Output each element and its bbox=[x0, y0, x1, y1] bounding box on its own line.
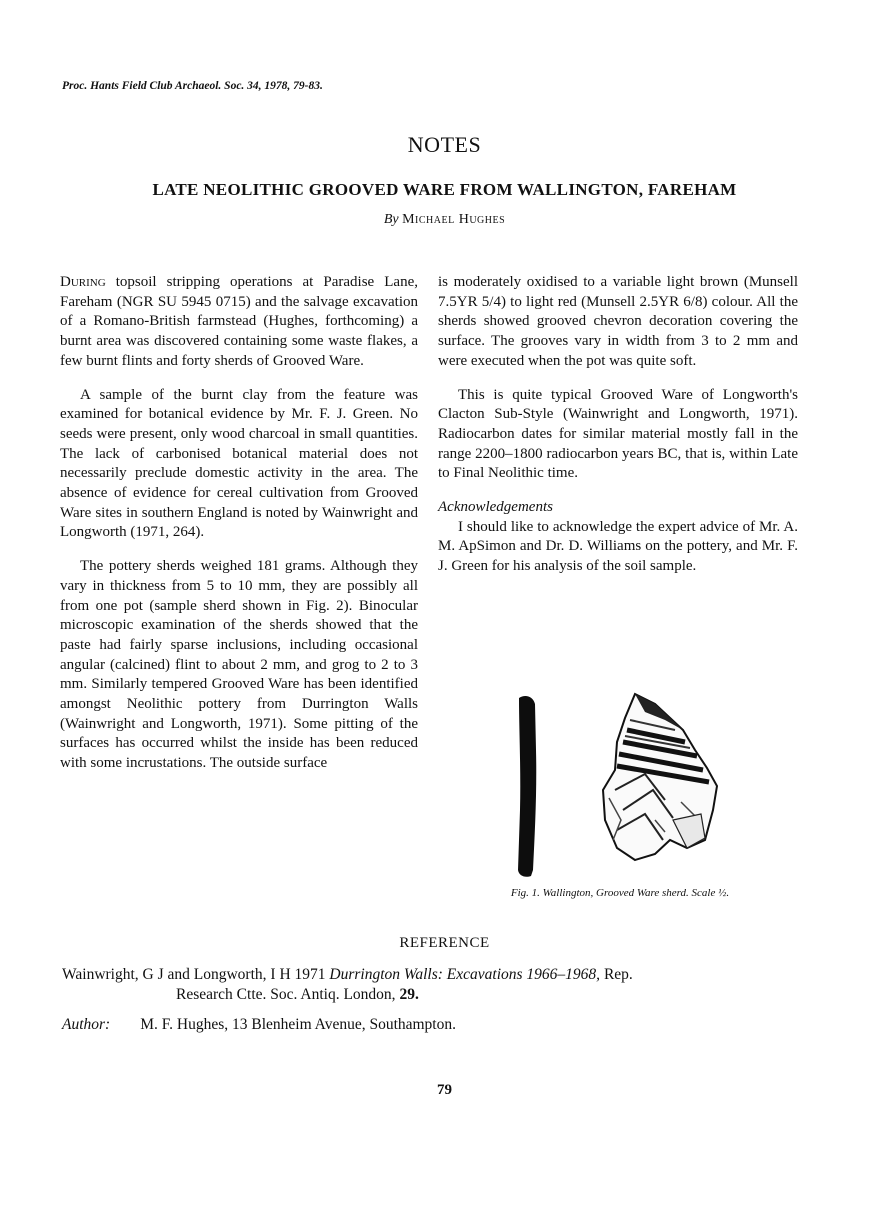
section-heading: NOTES bbox=[407, 132, 482, 157]
sherd-profile bbox=[518, 696, 536, 877]
author-label: Author: bbox=[62, 1016, 111, 1033]
paragraph-4: is moderately oxidised to a variable light brown (Munsell 7.5YR 5/4) to light red (Munsell 2.5YR 6/8) colour. All the sherds showed grooved chevron decoration covering the surface. The grooves vary in width from 3 to 2 mm and were executed when the pot was quite soft. bbox=[438, 274, 798, 369]
figure-caption: Fig. 1. Wallington, Grooved Ware sherd. Scale ½. bbox=[510, 887, 730, 899]
paragraph-6: I should like to acknowledge the expert advice of Mr. A. M. ApSimon and Dr. D. Williams on the pottery, and Mr. F. J. Green for his analysis of the soil sample. bbox=[438, 518, 798, 575]
paragraph-3: The pottery sherds weighed 181 grams. Although they vary in thickness from 5 to 10 mm, they are possibly all from one pot (sample sherd shown in Fig. 2). Binocular microscopic examination of the sherds showed that the paste had fairly sparse inclusions, including occasional angular (calcined) flint to about 2 mm, and grog to 2 to 3 mm. Similarly tempered Grooved Ware has been identified amongst Neolithic pottery from Durrington Walls (Wainwright and Longworth, 1971). Some pitting of the surfaces has occurred whilst the inside has been reduced with some incrustations. The outside surface bbox=[60, 558, 418, 772]
reference-line-2 bbox=[62, 985, 802, 1005]
article-title: LATE NEOLITHIC GROOVED WARE FROM WALLINGTON, FAREHAM bbox=[152, 180, 737, 199]
acknowledgements-heading: Acknowledgements bbox=[438, 499, 553, 516]
reference-title: Durrington Walls: Excavations 1966–1968, bbox=[329, 966, 601, 983]
paragraph-1 bbox=[60, 273, 418, 372]
reference-authors: Wainwright, G J and Longworth, I H 1971 bbox=[62, 966, 330, 983]
byline-by: By bbox=[383, 212, 399, 227]
reference-entry bbox=[62, 965, 802, 1005]
byline bbox=[0, 212, 889, 228]
reference-heading: REFERENCE bbox=[399, 935, 490, 951]
right-column bbox=[438, 273, 798, 591]
paragraph-1-text: topsoil stripping operations at Paradise Lane, Fareham (NGR SU 5945 0715) and the salvage excavation of a Romano-British farmstead (Hughes, forthcoming) a burnt area was discovered containing some waste flakes, a few burnt flints and forty sherds of Grooved Ware. bbox=[60, 274, 418, 369]
page-number: 79 bbox=[437, 1082, 452, 1098]
author-address bbox=[62, 1016, 456, 1034]
left-column bbox=[60, 273, 418, 788]
author-address-text: M. F. Hughes, 13 Blenheim Avenue, Southampton. bbox=[140, 1016, 456, 1033]
paragraph-5: This is quite typical Grooved Ware of Longworth's Clacton Sub-Style (Wainwright and Longworth, 1971). Radiocarbon dates for similar material mostly fall in the range 2200–1800 radiocarbon years BC, that is, within Late to Final Neolithic time. bbox=[438, 386, 798, 482]
reference-publisher: Research Ctte. Soc. Antiq. London, bbox=[176, 986, 400, 1003]
sherd-face bbox=[603, 694, 717, 860]
reference-series: Rep. bbox=[600, 966, 633, 983]
paragraph-1-lead: During bbox=[60, 274, 106, 290]
journal-citation: Proc. Hants Field Club Archaeol. Soc. 34, 1978, 79-83. bbox=[62, 80, 323, 92]
paragraph-2: A sample of the burnt clay from the feature was examined for botanical evidence by Mr. F. J. Green. No seeds were present, only wood charcoal in small quantities. The lack of carbonised botanical material does not necessarily preclude domestic activity in the area. The absence of evidence for cereal cultivation from Grooved Ware sites in southern England is noted by Wainwright and Longworth (1971, 264). bbox=[60, 386, 418, 541]
sherd-figure bbox=[505, 690, 805, 882]
reference-volume: 29. bbox=[399, 986, 419, 1003]
byline-author: Michael Hughes bbox=[402, 212, 506, 227]
